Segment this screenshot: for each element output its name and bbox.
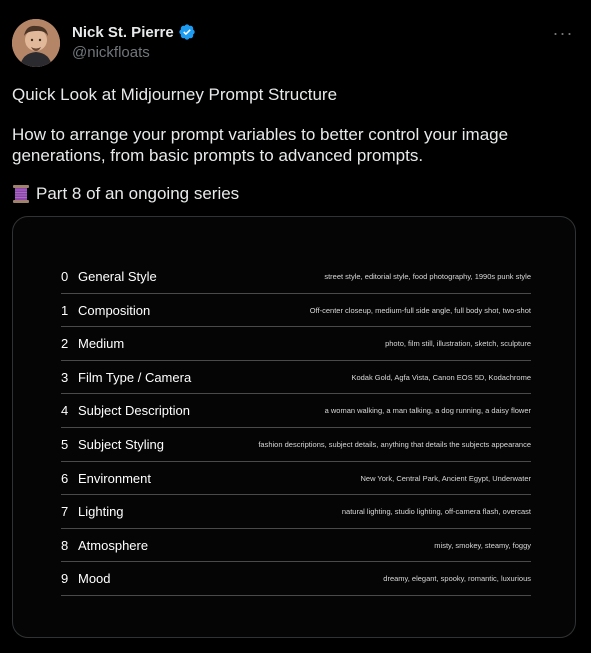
prompt-structure-list xyxy=(61,260,531,596)
list-item xyxy=(61,327,531,361)
avatar[interactable] xyxy=(12,19,60,67)
row-label: Subject Description xyxy=(78,403,190,419)
row-index: 9 xyxy=(61,571,69,587)
row-index: 3 xyxy=(61,369,69,385)
row-examples: natural lighting, studio lighting, off-camera flash, overcast xyxy=(341,507,531,517)
list-item xyxy=(61,260,531,294)
row-examples: dreamy, elegant, spooky, romantic, luxurious xyxy=(383,574,531,584)
list-item xyxy=(61,529,531,563)
list-item xyxy=(61,294,531,328)
list-item xyxy=(61,394,531,428)
author-block xyxy=(72,22,196,61)
row-examples: photo, film still, illustration, sketch, sculpture xyxy=(385,339,531,349)
list-item xyxy=(61,495,531,529)
row-index: 6 xyxy=(61,470,69,486)
name-row xyxy=(72,22,196,42)
list-item xyxy=(61,462,531,496)
series-label: Part 8 of an ongoing series xyxy=(36,184,240,203)
row-index: 1 xyxy=(61,302,69,318)
row-examples: fashion descriptions, subject details, anything that details the subjects appearance xyxy=(258,439,531,449)
attached-image[interactable] xyxy=(12,216,576,638)
list-item xyxy=(61,361,531,395)
row-index: 7 xyxy=(61,504,69,520)
avatar-photo-icon xyxy=(12,19,60,67)
row-label: Lighting xyxy=(78,504,124,520)
row-label: Mood xyxy=(78,571,111,587)
row-label: Film Type / Camera xyxy=(78,369,192,385)
list-item xyxy=(61,562,531,596)
row-examples: street style, editorial style, food photography, 1990s punk style xyxy=(324,272,531,281)
row-index: 8 xyxy=(61,537,69,553)
display-name[interactable]: Nick St. Pierre xyxy=(72,23,174,41)
tweet-body: How to arrange your prompt variables to better control your image generations, from basic prompts to advanced prompts. xyxy=(12,125,509,165)
tweet-title: Quick Look at Midjourney Prompt Structure xyxy=(12,85,338,104)
row-examples: New York, Central Park, Ancient Egypt, Underwater xyxy=(360,473,531,483)
row-index: 0 xyxy=(61,269,69,284)
row-index: 5 xyxy=(61,436,69,452)
row-examples: a woman walking, a man talking, a dog running, a daisy flower xyxy=(324,406,531,416)
tweet-series-line xyxy=(12,183,572,204)
row-examples: Kodak Gold, Agfa Vista, Canon EOS 5D, Kodachrome xyxy=(351,372,531,382)
row-examples: Off-center closeup, medium-full side angle, full body shot, two-shot xyxy=(309,305,531,315)
row-label: Subject Styling xyxy=(78,436,164,452)
row-examples: misty, smokey, steamy, foggy xyxy=(434,540,531,550)
row-label: General Style xyxy=(78,269,157,284)
row-label: Atmosphere xyxy=(78,537,149,553)
thread-spool-icon xyxy=(12,184,30,204)
handle[interactable]: @nickfloats xyxy=(72,44,150,61)
row-label: Environment xyxy=(78,470,151,486)
list-item xyxy=(61,428,531,462)
more-horizontal-icon[interactable]: ··· xyxy=(552,23,574,43)
row-label: Medium xyxy=(78,336,125,352)
row-label: Composition xyxy=(78,302,151,318)
row-index: 2 xyxy=(61,336,69,352)
row-index: 4 xyxy=(61,403,69,419)
verified-badge-icon[interactable] xyxy=(178,23,196,41)
